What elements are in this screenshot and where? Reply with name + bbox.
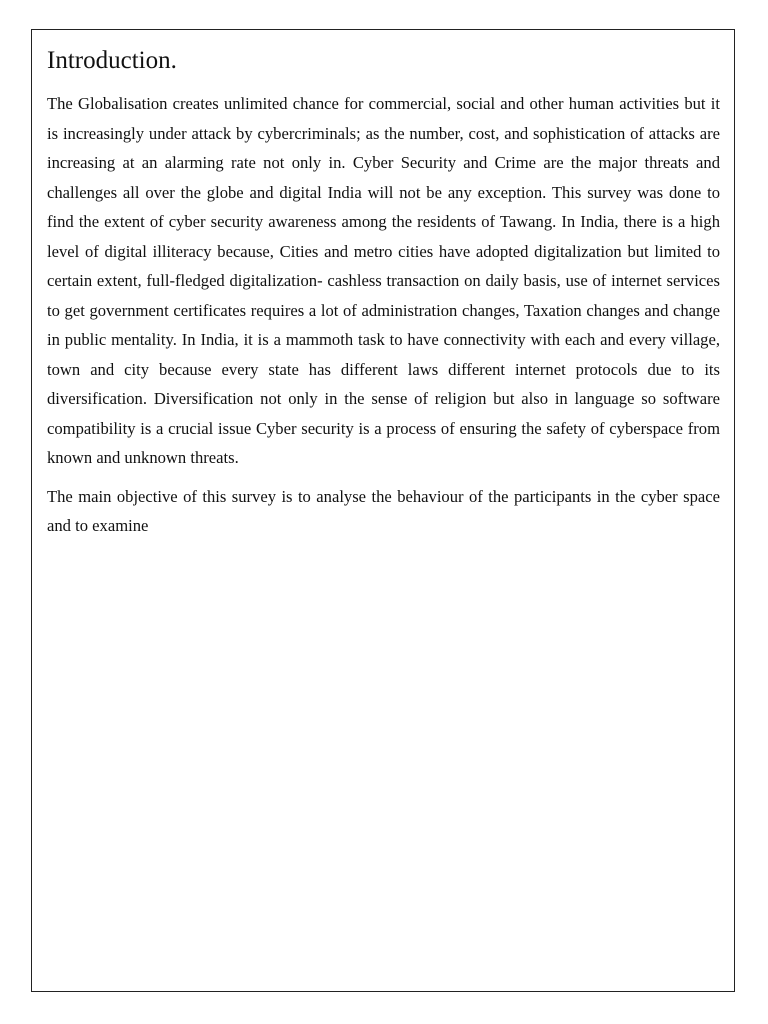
objective-paragraph: The main objective of this survey is to analyse the behaviour of the participants in the cyber space and to examine	[47, 486, 720, 535]
section-heading: Introduction.	[47, 47, 177, 74]
intro-paragraph: The Globalisation creates unlimited chance for commercial, social and other human activities but it is increasingly under attack by cybercriminals; as the number, cost, and sophistication of attacks are increasing at an alarming rate not only in. Cyber Security and Crime are the major threats and challenges all over the globe and digital India will not be any exception. This survey was done to find the extent of cyber security awareness among the residents of Tawang. In India, there is a high level of digital illiteracy because, Cities and metro cities have adopted digitalization but limited to certain extent, full-fledged digitalization- cashless transaction on daily basis, use of internet services to get government certificates requires a lot of administration changes, Taxation changes and change in public mentality. In India, it is a mammoth task to have connectivity with each and every village, town and city because every state has different laws different internet protocols due to its diversification. Diversification not only in the sense of religion but also in language so software compatibility is a crucial issue Cyber security is a process of ensuring the safety of cyberspace from known and unknown threats.	[47, 94, 720, 467]
page-frame	[31, 29, 735, 992]
document-body	[47, 45, 720, 550]
